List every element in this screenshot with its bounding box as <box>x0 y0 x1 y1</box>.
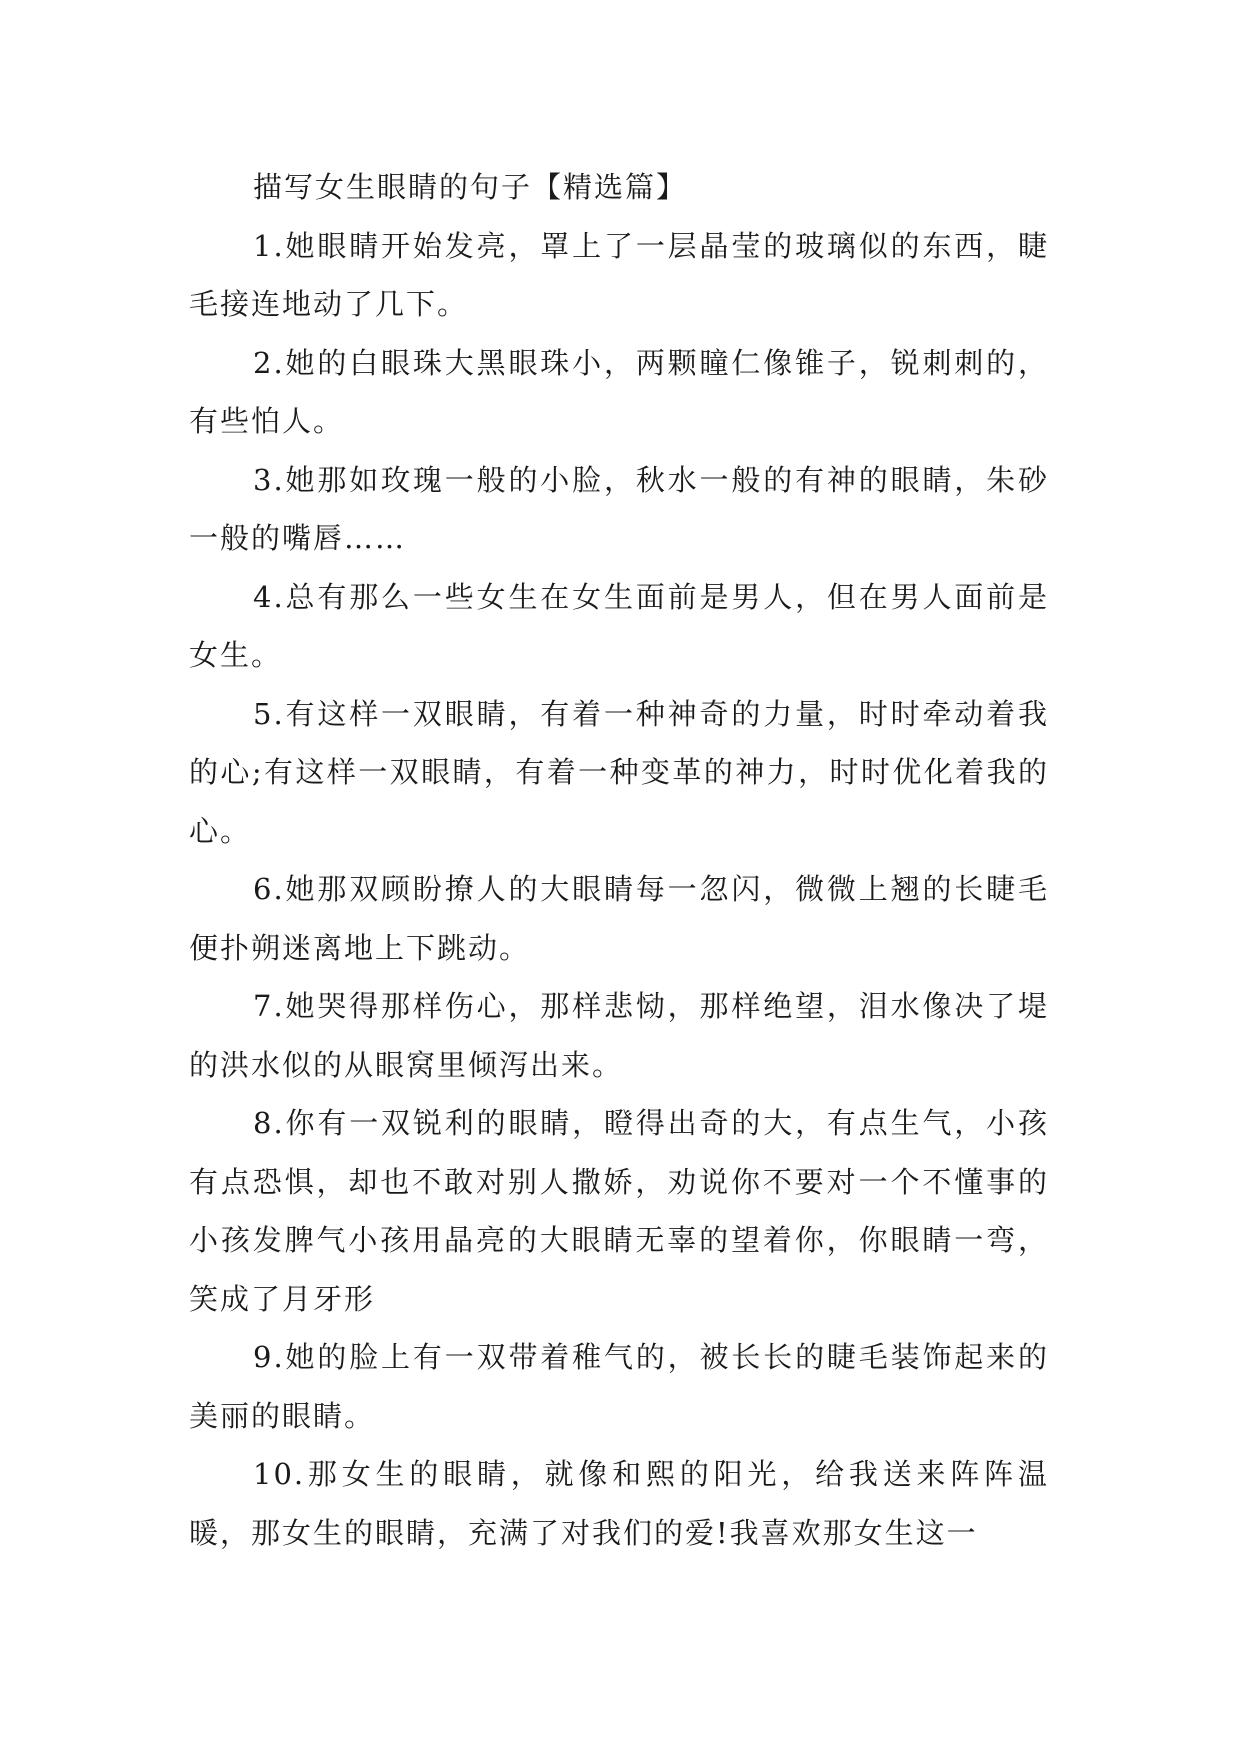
paragraph-5: 5.有这样一双眼睛，有着一种神奇的力量，时时牵动着我的心;有这样一双眼睛，有着一种变革的神力，时时优化着我的心。 <box>189 696 1049 848</box>
paragraph-4: 4.总有那么一些女生在女生面前是男人，但在男人面前是女生。 <box>189 579 1049 672</box>
document-title: 描写女生眼睛的句子【精选篇】 <box>253 170 688 204</box>
document-body <box>189 158 1049 1562</box>
paragraph-6: 6.她那双顾盼撩人的大眼睛每一忽闪，微微上翘的长睫毛便扑朔迷离地上下跳动。 <box>189 872 1049 965</box>
paragraph-10: 10.那女生的眼睛，就像和熙的阳光，给我送来阵阵温暖，那女生的眼睛，充满了对我们的爱!我喜欢那女生这一 <box>189 1457 1049 1550</box>
paragraph-1: 1.她眼睛开始发亮，罩上了一层晶莹的玻璃似的东西，睫毛接连地动了几下。 <box>189 228 1049 321</box>
paragraph-9: 9.她的脸上有一双带着稚气的，被长长的睫毛装饰起来的美丽的眼睛。 <box>189 1340 1049 1433</box>
paragraph-2: 2.她的白眼珠大黑眼珠小，两颗瞳仁像锥子，锐刺刺的，有些怕人。 <box>189 345 1049 438</box>
paragraph-7: 7.她哭得那样伤心，那样悲恸，那样绝望，泪水像决了堤的洪水似的从眼窝里倾泻出来。 <box>189 989 1049 1082</box>
paragraph-3: 3.她那如玫瑰一般的小脸，秋水一般的有神的眼睛，朱砂一般的嘴唇…… <box>189 462 1049 555</box>
paragraph-8: 8.你有一双锐利的眼睛，瞪得出奇的大，有点生气，小孩有点恐惧，却也不敢对别人撒娇，劝说你不要对一个不懂事的小孩发脾气小孩用晶亮的大眼睛无辜的望着你，你眼睛一弯，笑成了月牙形 <box>189 1106 1049 1316</box>
